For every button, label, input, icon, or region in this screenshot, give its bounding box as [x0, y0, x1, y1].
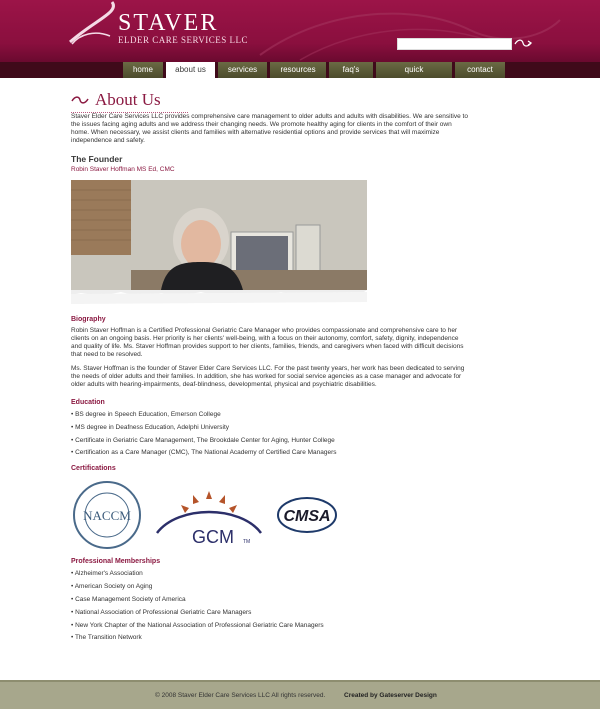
gcm-logo — [153, 485, 265, 547]
main-content — [71, 90, 471, 647]
list-item: • The Transition Network — [71, 634, 142, 642]
certification-logos — [71, 480, 471, 550]
search-go-button[interactable] — [514, 37, 534, 49]
nav-resources[interactable]: resources — [270, 62, 326, 78]
list-item: • MS degree in Deafness Education, Adelphi University — [71, 423, 229, 431]
education-list — [71, 411, 471, 457]
svg-text:TM: TM — [243, 539, 251, 546]
site-footer — [0, 680, 600, 709]
nav-services[interactable]: services — [218, 62, 267, 78]
list-item: • Certificate in Geriatric Care Management, The Brookdale Center for Aging, Hunter College — [71, 436, 335, 444]
list-item: • Case Management Society of America — [71, 595, 186, 603]
cmsa-logo — [276, 495, 338, 535]
list-item: • BS degree in Speech Education, Emerson College — [71, 411, 221, 418]
page-title: About Us — [95, 90, 161, 109]
bio-paragraph-2: Ms. Staver Hoffman is the founder of Staver Elder Care Services LLC. For the past twenty years, her work has been dedicated to serving the needs of older adults and their families. In addition, she has worked for social service agencies as a case manager and advocate for older adults with hearing-impairments, deaf-blindness, developmental, physical and psychiatric disabilities. — [71, 365, 465, 388]
list-item: • Alzheimer's Association — [71, 570, 143, 578]
list-item: • American Society on Aging — [71, 583, 153, 591]
search-input[interactable] — [397, 38, 512, 50]
svg-text:CMSA: CMSA — [283, 508, 331, 526]
footer-copyright: © 2008 Staver Elder Care Services LLC All rights reserved. — [155, 692, 326, 699]
page-title-block — [71, 90, 471, 110]
site-header — [0, 0, 600, 62]
nav-quick-assessment[interactable]: quick assessment — [376, 62, 452, 78]
list-item: • Certification as a Care Manager (CMC), The National Academy of Certified Care Managers — [71, 449, 337, 457]
memberships-list — [71, 570, 471, 642]
svg-text:GCM: GCM — [192, 527, 234, 548]
logo-subtitle: ELDER CARE SERVICES LLC — [118, 35, 249, 45]
education-heading: Education — [71, 399, 105, 406]
svg-text:NACCM: NACCM — [83, 508, 131, 524]
nav-faqs[interactable]: faq's — [329, 62, 373, 78]
logo-title[interactable]: STAVER — [118, 10, 219, 36]
bio-paragraph-1: Robin Staver Hoffman is a Certified Professional Geriatric Care Manager who provides compassionate and comprehensive care to her clients on an ongoing basis. Her priority is her clients' well-being, with a focus on their autonomy, comfort, safety, dignity, independence and quality of life. Ms. Staver Hoffman provides support to her clients, families, friends, and caregivers when faced with difficult decisions that need to be resolved. — [71, 327, 464, 358]
nav-about-us[interactable]: about us — [166, 62, 215, 81]
certifications-heading: Certifications — [71, 465, 116, 473]
intro-paragraph: Staver Elder Care Services LLC provides comprehensive care management to older adults and adults with disabilities. We are sensitive to the issues facing aging adults and we address their changing needs. We promote healthy aging for clients in the comfort of their own home. When necessary, we assist clients and families with alternative residential options and provide services that will maximize independence and safety. — [71, 113, 468, 144]
memberships-heading: Professional Memberships — [71, 558, 161, 566]
founder-name: Robin Staver Hoffman MS Ed, CMC — [71, 166, 175, 173]
nav-home[interactable]: home — [123, 62, 163, 78]
title-swirl-icon — [71, 95, 89, 105]
list-item: • New York Chapter of the National Association of Professional Geriatric Care Managers — [71, 621, 324, 629]
founder-photo — [71, 180, 367, 308]
biography-heading: Biography — [71, 316, 106, 323]
founder-heading: The Founder — [71, 154, 123, 164]
main-nav — [123, 62, 505, 90]
list-item: • National Association of Professional Geriatric Care Managers — [71, 608, 252, 616]
logo-swirl-icon — [0, 0, 600, 62]
naccm-logo — [71, 480, 143, 550]
footer-credit-link[interactable]: Created by Gateserver Design — [344, 692, 437, 699]
nav-contact-us[interactable]: contact us — [455, 62, 505, 78]
swirl-arrow-icon — [514, 37, 534, 49]
